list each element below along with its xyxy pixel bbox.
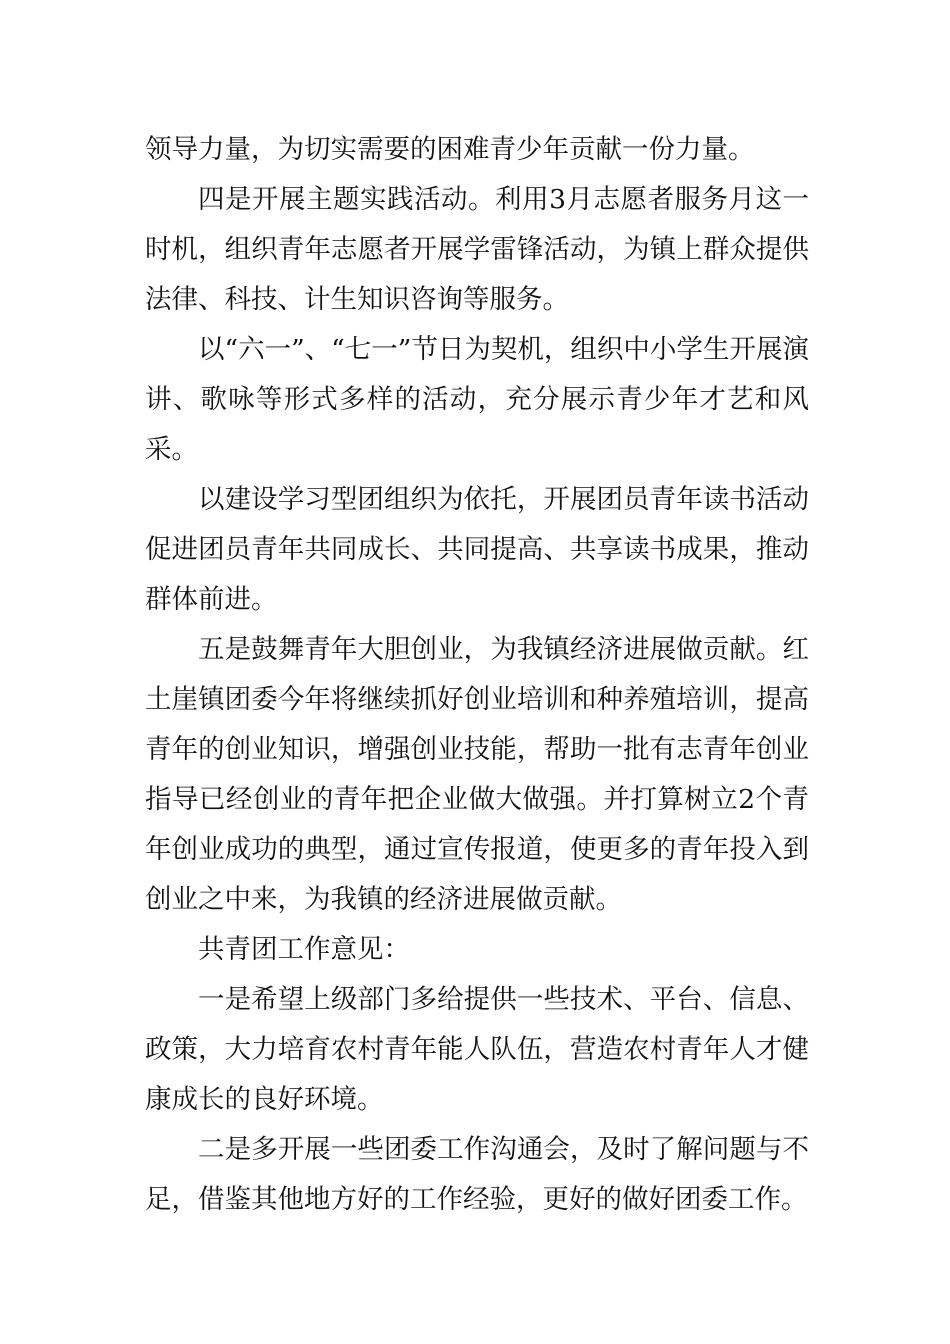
- paragraph-reading-activities: 以建设学习型团组织为依托，开展团员青年读书活动促进团员青年共同成长、共同提高、共享读书成果，推动群体前进。: [145, 484, 809, 615]
- document-body: [145, 125, 809, 1225]
- paragraph-opinion-one: 一是希望上级部门多给提供一些技术、平台、信息、政策，大力培育农村青年能人队伍，营造农村青年人才健康成长的良好环境。: [145, 984, 809, 1115]
- paragraph-festival-activities: 以“六一”、“七一”节日为契机，组织中小学生开展演讲、歌咏等形式多样的活动，充分展示青少年才艺和风采。: [145, 334, 809, 465]
- paragraph-opinion-heading: 共青团工作意见：: [198, 934, 410, 965]
- paragraph-entrepreneurship: 五是鼓舞青年大胆创业，为我镇经济进展做贡献。红土崖镇团委今年将继续抓好创业培训和种养殖培训，提高青年的创业知识，增强创业技能，帮助一批有志青年创业指导已经创业的青年把企业做大做强。并打算树立2个青年创业成功的典型，通过宣传报道，使更多的青年投入到创业之中来，为我镇的经济进展做贡献。: [145, 634, 809, 915]
- paragraph-theme-practice: 四是开展主题实践活动。利用3月志愿者服务月这一时机，组织青年志愿者开展学雷锋活动，为镇上群众提供法律、科技、计生知识咨询等服务。: [145, 184, 809, 315]
- paragraph-opinion-two: 二是多开展一些团委工作沟通会，及时了解问题与不足，借鉴其他地方好的工作经验，更好的做好团委工作。: [145, 1134, 809, 1215]
- paragraph-continuation: 领导力量，为切实需要的困难青少年贡献一份力量。: [145, 134, 755, 165]
